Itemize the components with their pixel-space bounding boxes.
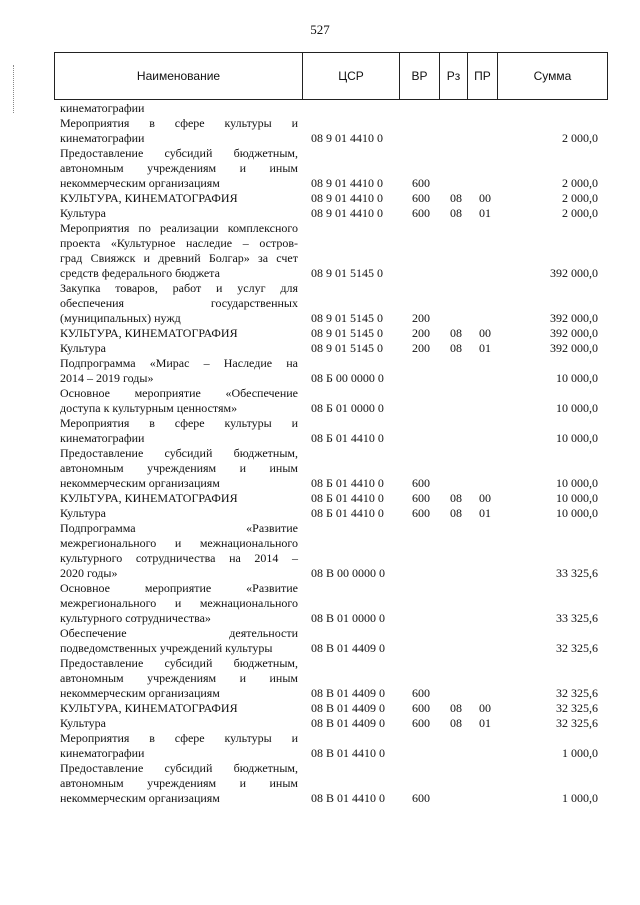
table-row — [0, 701, 640, 716]
row-name-line: кинематографии — [60, 431, 145, 445]
row-name-line: межрегионального и межнационального — [60, 596, 298, 610]
row-rz: 08 — [450, 191, 462, 205]
table-row — [0, 716, 640, 731]
row-vr: 600 — [412, 686, 430, 700]
row-sum: 33 325,6 — [556, 611, 598, 625]
table-row — [0, 761, 640, 806]
row-name-line: Основное мероприятие «Обеспечение — [60, 386, 298, 400]
row-name — [60, 221, 298, 281]
row-name-line: кинематографии — [60, 131, 145, 145]
row-name — [60, 356, 298, 386]
header-name: Наименование — [55, 53, 303, 100]
row-pr: 00 — [479, 191, 491, 205]
row-name-line: Предоставление субсидий бюджетным, — [60, 146, 298, 160]
row-name-line: проекта «Культурное наследие – остров- — [60, 236, 298, 250]
row-sum: 1 000,0 — [562, 746, 598, 760]
row-name-line: Мероприятия в сфере культуры и — [60, 731, 298, 745]
row-csr: 08 9 01 4410 0 — [311, 131, 383, 145]
row-sum: 1 000,0 — [562, 791, 598, 805]
row-sum: 10 000,0 — [556, 401, 598, 415]
row-pr: 00 — [479, 491, 491, 505]
row-csr: 08 В 01 0000 0 — [311, 611, 386, 625]
row-csr: 08 9 01 4410 0 — [311, 206, 383, 220]
row-name-line: Мероприятия по реализации комплексного — [60, 221, 298, 235]
row-rz: 08 — [450, 341, 462, 355]
row-name-line: культурного сотрудничества» — [60, 611, 211, 625]
row-name-line: автономным учреждениям и иным — [60, 161, 298, 175]
row-csr: 08 В 00 0000 0 — [311, 566, 386, 580]
row-name-line: Предоставление субсидий бюджетным, — [60, 761, 298, 775]
row-name-line: обеспечения государственных — [60, 296, 298, 310]
row-sum: 32 325,6 — [556, 641, 598, 655]
table-row — [0, 581, 640, 626]
row-rz: 08 — [450, 206, 462, 220]
row-pr: 01 — [479, 506, 491, 520]
row-vr: 600 — [412, 191, 430, 205]
table-row — [0, 446, 640, 491]
table-row — [0, 341, 640, 356]
row-csr: 08 9 01 5145 0 — [311, 326, 383, 340]
row-name-line: Подпрограмма «Мирас – Наследие на — [60, 356, 298, 370]
table-header — [54, 52, 608, 100]
row-name-line: доступа к культурным ценностям» — [60, 401, 238, 415]
table-row — [0, 491, 640, 506]
row-name-line: град Свияжск и древний Болгар» за счет — [60, 251, 298, 265]
row-name-line: Культура — [60, 206, 106, 220]
row-csr: 08 9 01 5145 0 — [311, 311, 383, 325]
table-row — [0, 116, 640, 146]
row-vr: 600 — [412, 176, 430, 190]
row-name — [60, 701, 298, 716]
row-name-line: автономным учреждениям и иным — [60, 461, 298, 475]
row-name-line: Культура — [60, 341, 106, 355]
row-name-line: некоммерческим организациям — [60, 686, 220, 700]
row-sum: 10 000,0 — [556, 491, 598, 505]
row-sum: 10 000,0 — [556, 431, 598, 445]
row-name — [60, 191, 298, 206]
row-name-line: Предоставление субсидий бюджетным, — [60, 446, 298, 460]
row-name — [60, 341, 298, 356]
row-sum: 32 325,6 — [556, 716, 598, 730]
row-csr: 08 В 01 4409 0 — [311, 641, 386, 655]
row-csr: 08 Б 01 4410 0 — [311, 431, 384, 445]
row-sum: 2 000,0 — [562, 191, 598, 205]
row-sum: 392 000,0 — [550, 266, 598, 280]
row-name — [60, 581, 298, 626]
row-name-line: Обеспечение деятельности — [60, 626, 298, 640]
row-vr: 200 — [412, 326, 430, 340]
row-pr: 00 — [479, 326, 491, 340]
row-csr: 08 В 01 4409 0 — [311, 701, 386, 715]
row-csr: 08 Б 01 4410 0 — [311, 491, 384, 505]
page-number: 527 — [310, 22, 330, 37]
row-name-line: Предоставление субсидий бюджетным, — [60, 656, 298, 670]
row-vr: 600 — [412, 491, 430, 505]
row-name-line: кинематографии — [60, 101, 145, 115]
row-csr: 08 9 01 5145 0 — [311, 341, 383, 355]
table-row — [0, 191, 640, 206]
row-csr: 08 Б 01 4410 0 — [311, 476, 384, 490]
row-vr: 600 — [412, 701, 430, 715]
row-vr: 200 — [412, 341, 430, 355]
row-name-line: Мероприятия в сфере культуры и — [60, 416, 298, 430]
header-sum: Сумма — [498, 53, 608, 100]
row-pr: 00 — [479, 701, 491, 715]
row-csr: 08 В 01 4410 0 — [311, 746, 386, 760]
row-name-line: Культура — [60, 506, 106, 520]
row-name — [60, 326, 298, 341]
header-pr: ПР — [468, 53, 498, 100]
row-name — [60, 416, 298, 446]
row-name-line: Подпрограмма «Развитие — [60, 521, 298, 535]
table-row — [0, 146, 640, 191]
row-sum: 2 000,0 — [562, 131, 598, 145]
row-sum: 392 000,0 — [550, 326, 598, 340]
row-name — [60, 626, 298, 656]
table-row — [0, 221, 640, 281]
row-name-line: (муниципальных) нужд — [60, 311, 181, 325]
row-sum: 2 000,0 — [562, 206, 598, 220]
table-row — [0, 206, 640, 221]
row-name — [60, 761, 298, 806]
row-rz: 08 — [450, 326, 462, 340]
table-row — [0, 386, 640, 416]
row-name — [60, 386, 298, 416]
row-csr: 08 9 01 5145 0 — [311, 266, 383, 280]
row-sum: 392 000,0 — [550, 311, 598, 325]
row-name — [60, 116, 298, 146]
row-vr: 600 — [412, 506, 430, 520]
row-csr: 08 В 01 4409 0 — [311, 686, 386, 700]
row-sum: 10 000,0 — [556, 476, 598, 490]
row-rz: 08 — [450, 506, 462, 520]
table-row — [0, 281, 640, 326]
row-name-line: культурного сотрудничества на 2014 – — [60, 551, 298, 565]
row-rz: 08 — [450, 701, 462, 715]
row-pr: 01 — [479, 716, 491, 730]
table-row — [0, 326, 640, 341]
row-name-line: 2014 – 2019 годы» — [60, 371, 154, 385]
table-row — [0, 521, 640, 581]
row-name — [60, 146, 298, 191]
row-vr: 200 — [412, 311, 430, 325]
row-vr: 600 — [412, 791, 430, 805]
row-name — [60, 281, 298, 326]
row-name-line: автономным учреждениям и иным — [60, 671, 298, 685]
row-rz: 08 — [450, 716, 462, 730]
row-name — [60, 206, 298, 221]
row-sum: 32 325,6 — [556, 701, 598, 715]
row-csr: 08 Б 00 0000 0 — [311, 371, 384, 385]
row-name — [60, 731, 298, 761]
row-sum: 10 000,0 — [556, 506, 598, 520]
row-name — [60, 446, 298, 491]
row-rz: 08 — [450, 491, 462, 505]
row-name-line: межрегионального и межнационального — [60, 536, 298, 550]
row-name — [60, 506, 298, 521]
row-name-line: КУЛЬТУРА, КИНЕМАТОГРАФИЯ — [60, 191, 238, 205]
row-name-line: Закупка товаров, работ и услуг для — [60, 281, 298, 295]
row-name-line: автономным учреждениям и иным — [60, 776, 298, 790]
table-row — [0, 506, 640, 521]
table-row — [0, 356, 640, 386]
row-name — [60, 101, 298, 116]
row-name-line: КУЛЬТУРА, КИНЕМАТОГРАФИЯ — [60, 701, 238, 715]
row-sum: 2 000,0 — [562, 176, 598, 190]
row-sum: 10 000,0 — [556, 371, 598, 385]
row-name-line: некоммерческим организациям — [60, 476, 220, 490]
table-row — [0, 416, 640, 446]
row-name-line: Мероприятия в сфере культуры и — [60, 116, 298, 130]
row-name-line: КУЛЬТУРА, КИНЕМАТОГРАФИЯ — [60, 326, 238, 340]
row-csr: 08 В 01 4410 0 — [311, 791, 386, 805]
row-name-line: кинематографии — [60, 746, 145, 760]
row-sum: 392 000,0 — [550, 341, 598, 355]
header-rz: Рз — [440, 53, 468, 100]
header-vr: ВР — [400, 53, 440, 100]
row-csr: 08 Б 01 0000 0 — [311, 401, 384, 415]
row-csr: 08 В 01 4409 0 — [311, 716, 386, 730]
row-sum: 33 325,6 — [556, 566, 598, 580]
row-name-line: Культура — [60, 716, 106, 730]
row-name-line: 2020 годы» — [60, 566, 118, 580]
row-name — [60, 521, 298, 581]
row-csr: 08 Б 01 4410 0 — [311, 506, 384, 520]
row-name-line: некоммерческим организациям — [60, 791, 220, 805]
row-name-line: некоммерческим организациям — [60, 176, 220, 190]
row-name — [60, 716, 298, 731]
row-pr: 01 — [479, 206, 491, 220]
table-row — [0, 626, 640, 656]
row-vr: 600 — [412, 476, 430, 490]
row-name-line: подведомственных учреждений культуры — [60, 641, 273, 655]
header-csr: ЦСР — [303, 53, 400, 100]
row-csr: 08 9 01 4410 0 — [311, 191, 383, 205]
row-csr: 08 9 01 4410 0 — [311, 176, 383, 190]
row-vr: 600 — [412, 206, 430, 220]
row-name — [60, 491, 298, 506]
table-row — [0, 656, 640, 701]
row-name-line: КУЛЬТУРА, КИНЕМАТОГРАФИЯ — [60, 491, 238, 505]
row-pr: 01 — [479, 341, 491, 355]
row-vr: 600 — [412, 716, 430, 730]
row-name-line: средств федерального бюджета — [60, 266, 220, 280]
table-row — [0, 101, 640, 116]
table-row — [0, 731, 640, 761]
row-sum: 32 325,6 — [556, 686, 598, 700]
row-name — [60, 656, 298, 701]
row-name-line: Основное мероприятие «Развитие — [60, 581, 298, 595]
